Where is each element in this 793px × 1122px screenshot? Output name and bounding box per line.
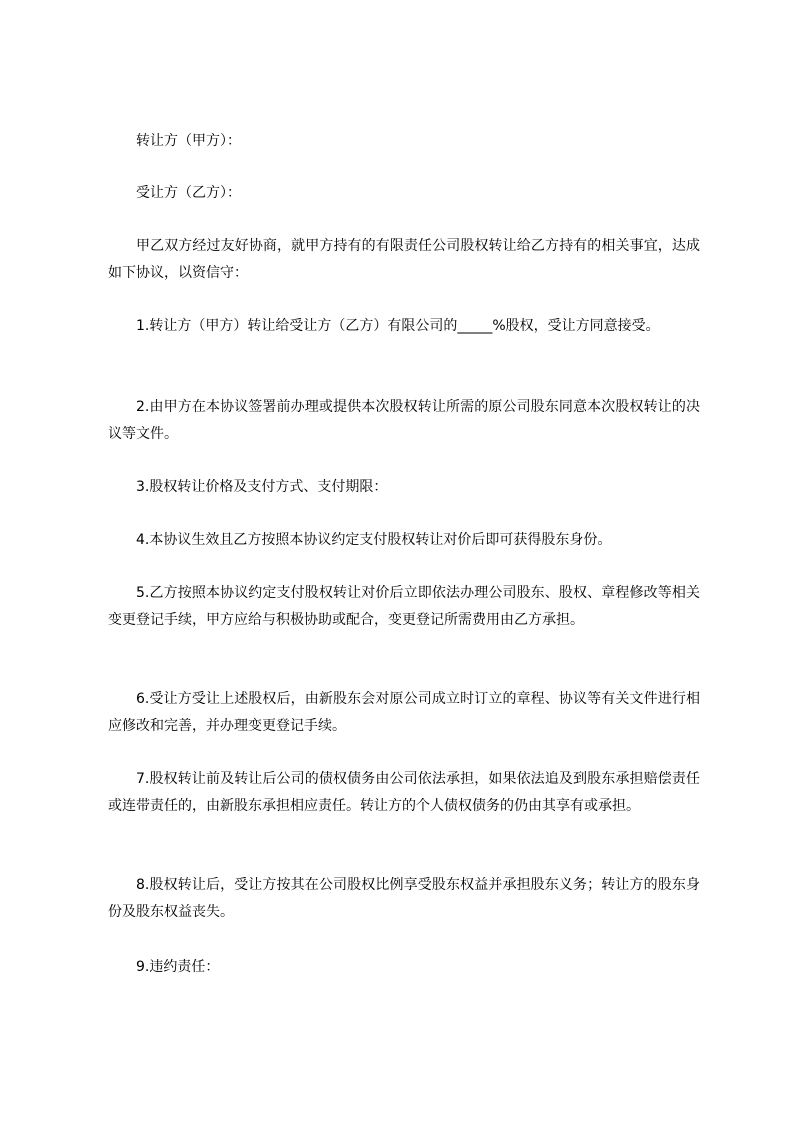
paragraph-clause-1: 1.转让方（甲方）转让给受让方（乙方）有限公司的_____%股权，受让方同意接受。	[136, 318, 660, 334]
paragraph-transferee: 受让方（乙方）：	[136, 185, 241, 201]
paragraph-clause-5: 5.乙方按照本协议约定支付股权转让对价后立即依法办理公司股东、股权、章程修改等相关变更登记手续，甲方应给与积极协助或配合，变更登记所需费用由乙方承担。	[108, 585, 700, 628]
paragraph-preamble: 甲乙双方经过友好协商，就甲方持有的有限责任公司股权转让给乙方持有的相关事宜，达成如下协议，以资信守：	[108, 238, 700, 281]
paragraph-clause-2: 2.由甲方在本协议签署前办理或提供本次股权转让所需的原公司股东同意本次股权转让的决议等文件。	[108, 399, 700, 442]
paragraph-clause-6: 6.受让方受让上述股权后，由新股东会对原公司成立时订立的章程、协议等有关文件进行相应修改和完善，并办理变更登记手续。	[108, 691, 700, 734]
paragraph-clause-8: 8.股权转让后，受让方按其在公司股权比例享受股东权益并承担股东义务；转让方的股东身份及股东权益丧失。	[108, 877, 700, 920]
paragraph-clause-9: 9.违约责任：	[136, 959, 220, 975]
paragraph-clause-7: 7.股权转让前及转让后公司的债权债务由公司依法承担，如果依法追及到股东承担赔偿责任或连带责任的，由新股东承担相应责任。转让方的个人债权债务的仍由其享有或承担。	[108, 771, 700, 814]
paragraph-transferor: 转让方（甲方）：	[136, 133, 241, 149]
paragraph-clause-4: 4.本协议生效且乙方按照本协议约定支付股权转让对价后即可获得股东身份。	[136, 532, 612, 548]
paragraph-clause-3: 3.股权转让价格及支付方式、支付期限：	[136, 479, 388, 495]
